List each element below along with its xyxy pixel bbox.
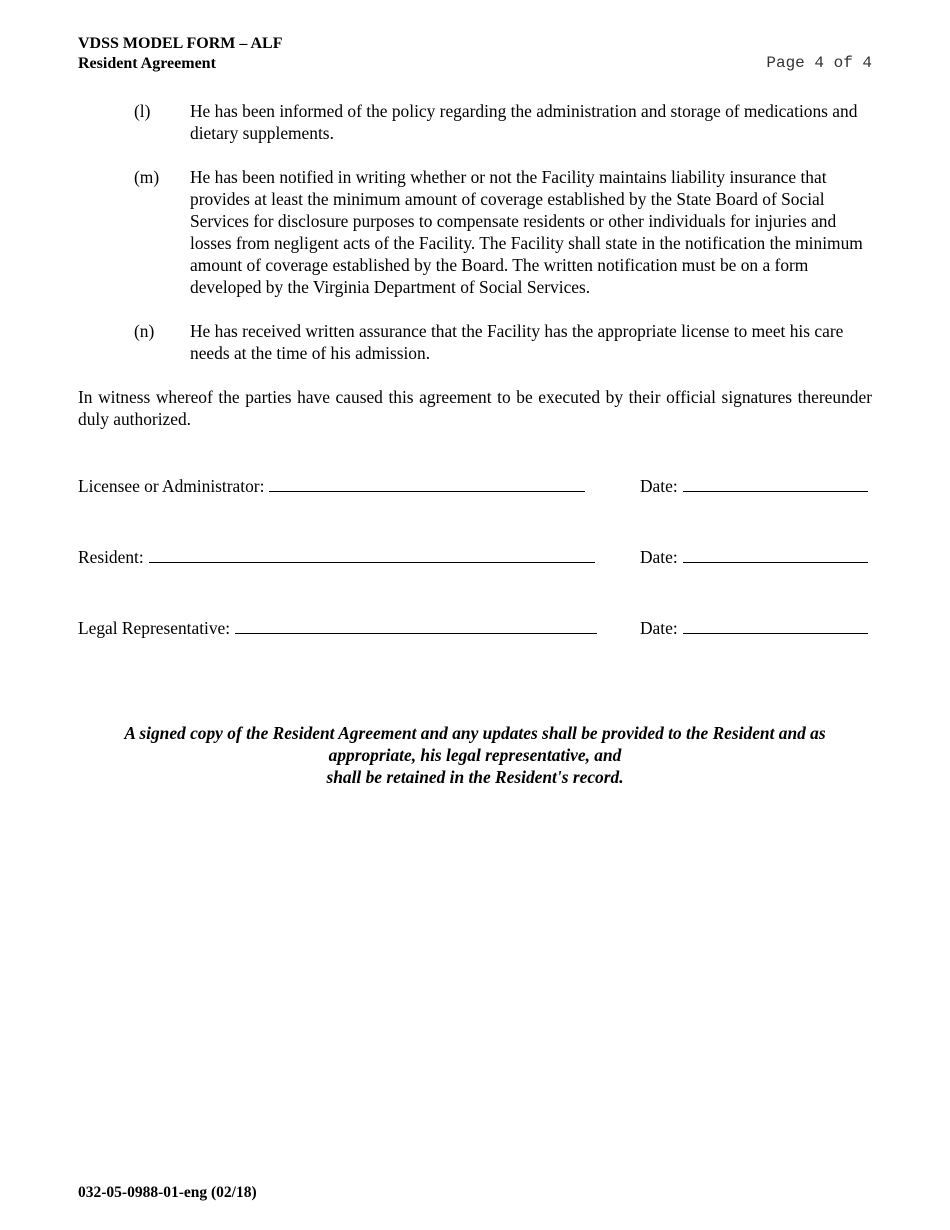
legal-rep-signature-line[interactable] bbox=[235, 616, 597, 634]
resident-signature-line[interactable] bbox=[149, 545, 595, 563]
date-row-licensee bbox=[640, 474, 868, 497]
date-label: Date: bbox=[640, 618, 678, 638]
item-text: He has received written assurance that the Facility has the appropriate license to meet his care needs at the time of his admission. bbox=[190, 321, 844, 363]
header bbox=[78, 34, 282, 74]
licensee-signature-line[interactable] bbox=[269, 474, 585, 492]
date-label: Date: bbox=[640, 476, 678, 496]
signature-row-legal-rep bbox=[78, 616, 597, 639]
signature-label: Legal Representative: bbox=[78, 618, 231, 638]
item-label: (n) bbox=[134, 321, 155, 341]
notice-line: shall be retained in the Resident's record. bbox=[326, 767, 624, 787]
item-text: He has been notified in writing whether or not the Facility maintains liability insurance that provides at least the minimum amount of coverage established by the State Board of Social Services for disclosure purposes to compensate residents or other individuals for injuries and losses from negligent acts of the Facility. The Facility shall state in the notification the minimum amount of coverage established by the Board. The written notification must be on a form developed by the Virginia Department of Social Services. bbox=[190, 167, 863, 297]
resident-date-line[interactable] bbox=[683, 545, 868, 563]
page-indicator: Page 4 of 4 bbox=[766, 54, 872, 72]
item-label: (l) bbox=[134, 101, 151, 121]
item-text: He has been informed of the policy regarding the administration and storage of medications and dietary supplements. bbox=[190, 101, 858, 143]
licensee-date-line[interactable] bbox=[683, 474, 868, 492]
list-item-n bbox=[134, 320, 872, 364]
legal-rep-date-line[interactable] bbox=[683, 616, 868, 634]
form-title: VDSS MODEL FORM – ALF bbox=[78, 35, 283, 52]
notice-line: appropriate, his legal representative, and bbox=[328, 745, 622, 765]
list-item-l bbox=[134, 100, 872, 144]
retention-notice bbox=[78, 722, 872, 788]
form-number: 032-05-0988-01-eng (02/18) bbox=[78, 1184, 257, 1201]
date-row-legal-rep bbox=[640, 616, 868, 639]
signature-row-resident bbox=[78, 545, 595, 568]
notice-line: A signed copy of the Resident Agreement and any updates shall be provided to the Resident and as bbox=[124, 723, 826, 743]
date-row-resident bbox=[640, 545, 868, 568]
list-item-m bbox=[134, 166, 872, 298]
witness-statement: In witness whereof the parties have caused this agreement to be executed by their official signatures thereunder duly authorized. bbox=[78, 387, 872, 429]
signature-label: Resident: bbox=[78, 547, 144, 567]
item-label: (m) bbox=[134, 167, 160, 187]
signature-row-licensee bbox=[78, 474, 585, 497]
date-label: Date: bbox=[640, 547, 678, 567]
form-subtitle: Resident Agreement bbox=[78, 55, 216, 72]
signature-label: Licensee or Administrator: bbox=[78, 476, 265, 496]
